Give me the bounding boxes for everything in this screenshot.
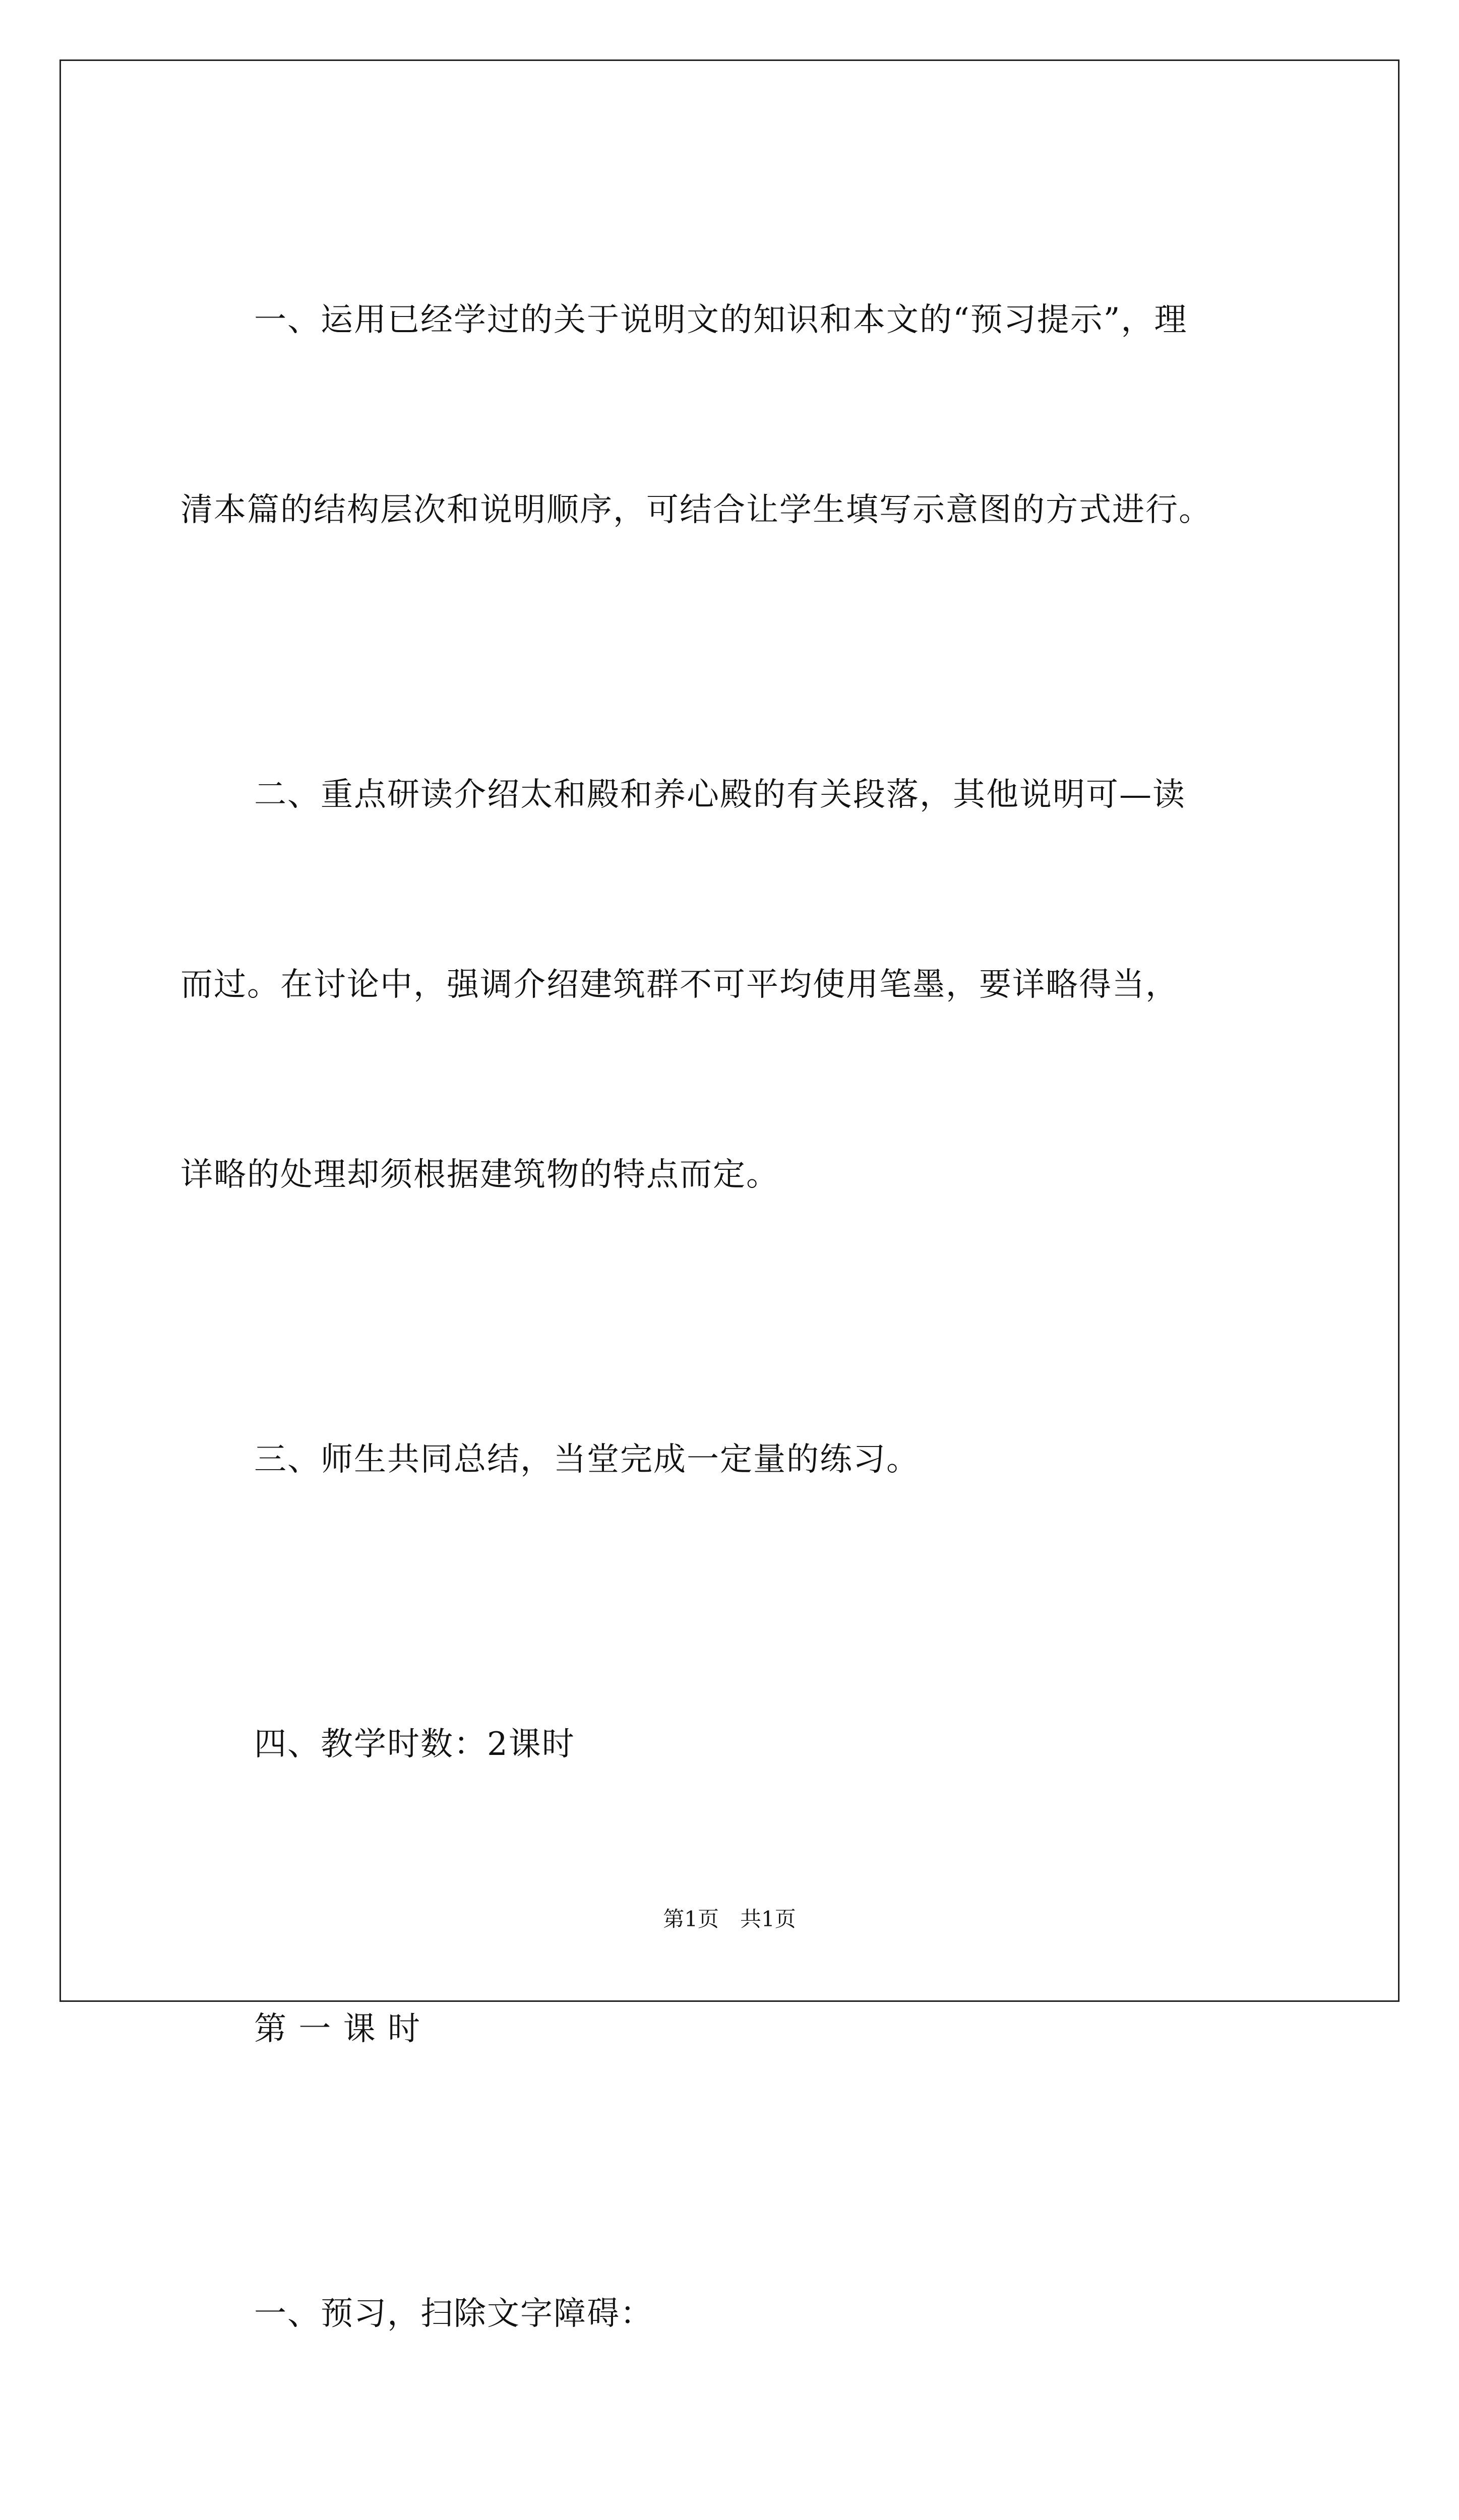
- text-line: 而过。在讨论中，强调介绍建筑群不可平均使用笔墨，要详略得当，: [180, 966, 1179, 1003]
- text-line: 一、运用已经学过的关于说明文的知识和本文的“预习提示”，理: [254, 301, 1188, 339]
- paragraph: [180, 1341, 1280, 1578]
- paragraph: [180, 202, 1280, 628]
- text-line: 四、教学时数：2课时: [254, 1726, 575, 1763]
- text-line: 三、师生共同总结，当堂完成一定量的练习。: [254, 1441, 920, 1478]
- page-footer: 第1页 共1页: [663, 1907, 796, 1931]
- text-line: 第 一 课 时: [254, 2010, 421, 2048]
- paragraph: [180, 2195, 1280, 2432]
- paragraph: [180, 1626, 1280, 1863]
- section-heading: [180, 1911, 1280, 2148]
- text-line: 详略的处理却须根据建筑物的特点而定。: [180, 1156, 779, 1193]
- text-line: 一、预习，扫除文字障碍：: [254, 2295, 653, 2333]
- text-line: 二、重点研读介绍太和殿和养心殿的有关段落，其他说明可—读: [254, 776, 1186, 813]
- text-line: 清本篇的结构层次和说明顺序，可结合让学生填写示意图的方式进行。: [180, 491, 1212, 529]
- paragraph: [180, 676, 1280, 1293]
- paragraph: [180, 2480, 1280, 2520]
- document-body: [180, 202, 1280, 2520]
